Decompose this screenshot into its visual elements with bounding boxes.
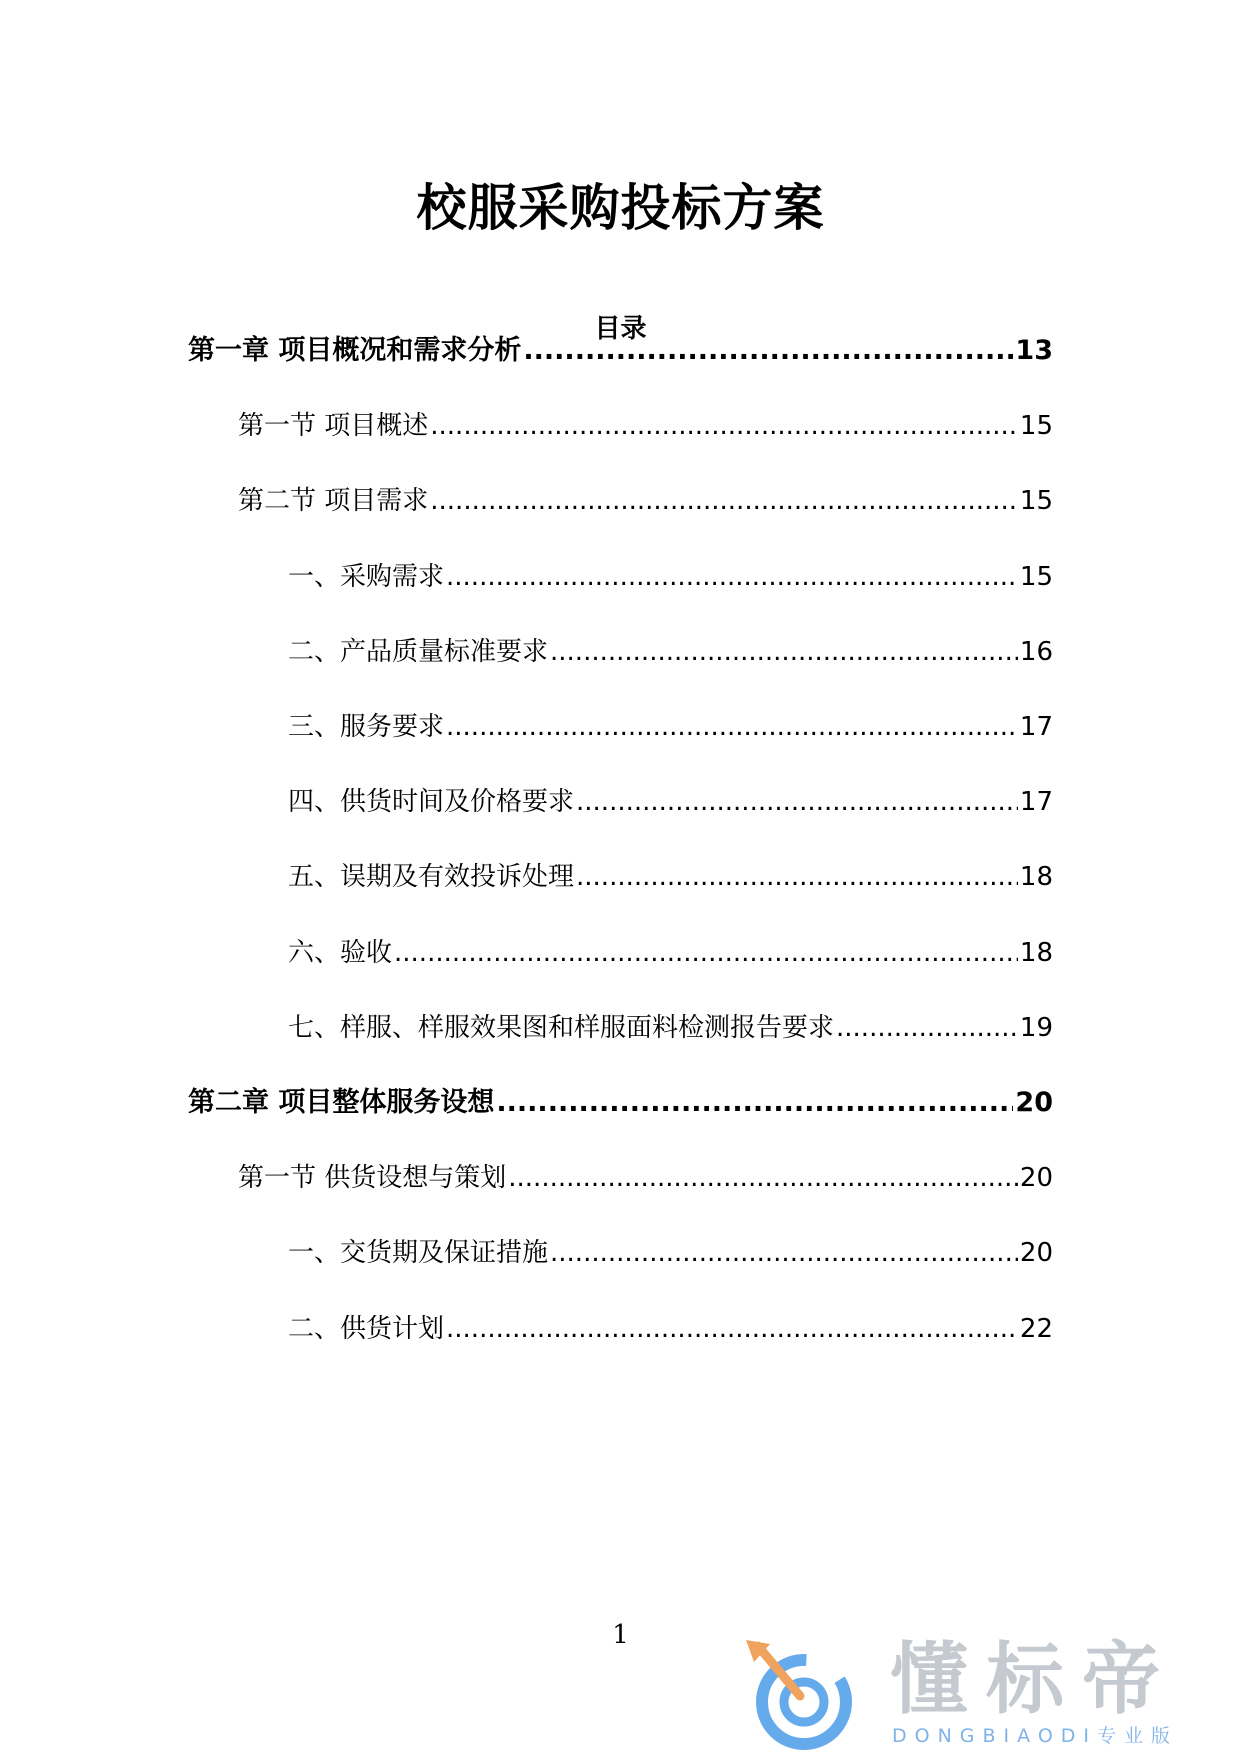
toc-entry-page: 20: [1019, 1238, 1053, 1268]
toc-entry-page: 19: [1019, 1013, 1053, 1043]
page-number: 1: [612, 1620, 629, 1650]
toc-dot-leader: [550, 634, 1018, 670]
toc-entry[interactable]: [238, 1160, 1053, 1196]
toc-entry-title: 二、供货计划: [288, 1314, 445, 1344]
toc-entry-title: 二、产品质量标准要求: [288, 637, 549, 667]
toc-entry[interactable]: [238, 408, 1053, 444]
toc-entry-title: 第一节 项目概述: [238, 411, 429, 441]
toc-dot-leader: [446, 709, 1018, 745]
toc-entry-page: 20: [1019, 1163, 1053, 1193]
toc-dot-leader: [496, 1085, 1013, 1121]
toc-entry-title: 一、采购需求: [288, 562, 445, 592]
toc-entry[interactable]: [288, 1235, 1053, 1271]
toc-dot-leader: [550, 1235, 1018, 1271]
toc-entry-page: 16: [1019, 637, 1053, 667]
toc-entry[interactable]: [288, 1010, 1053, 1046]
toc-dot-leader: [430, 483, 1018, 519]
toc-entry-title: 第二节 项目需求: [238, 486, 429, 516]
toc-entry[interactable]: [288, 709, 1053, 745]
toc-dot-leader: [508, 1160, 1018, 1196]
watermark: [742, 1636, 1222, 1750]
watermark-subtitle: DONGBIAODI专业版: [892, 1725, 1179, 1747]
toc-entry[interactable]: [288, 559, 1053, 595]
toc-dot-leader: [576, 859, 1018, 895]
toc-entry-page: 18: [1019, 938, 1053, 968]
toc-entry-title: 七、样服、样服效果图和样服面料检测报告要求: [288, 1013, 835, 1043]
toc-entry-page: 20: [1015, 1087, 1053, 1118]
toc-entry-page: 15: [1019, 486, 1053, 516]
toc-entry-page: 17: [1019, 787, 1053, 817]
toc-entry-title: 第二章 项目整体服务设想: [188, 1087, 495, 1118]
toc-entry-page: 15: [1019, 411, 1053, 441]
toc-entry-title: 第一章 项目概况和需求分析: [188, 335, 522, 366]
target-arrow-logo-icon: [742, 1636, 862, 1750]
toc-entry-title: 五、误期及有效投诉处理: [288, 862, 575, 892]
toc-heading: 目录: [594, 314, 647, 344]
toc-entry-page: 15: [1019, 562, 1053, 592]
toc-entry-title: 三、服务要求: [288, 712, 445, 742]
toc-dot-leader: [394, 935, 1018, 971]
toc-entry[interactable]: [188, 333, 1053, 369]
toc-entry[interactable]: [288, 1311, 1053, 1347]
toc-dot-leader: [446, 559, 1018, 595]
toc-entry[interactable]: [288, 935, 1053, 971]
toc-dot-leader: [576, 784, 1018, 820]
toc-entry[interactable]: [188, 1085, 1053, 1121]
toc-entry[interactable]: [288, 859, 1053, 895]
watermark-name: 懂标帝: [890, 1635, 1179, 1725]
toc-entry-page: 17: [1019, 712, 1053, 742]
toc-entry-title: 一、交货期及保证措施: [288, 1238, 549, 1268]
toc-dot-leader: [836, 1010, 1018, 1046]
document-title: 校服采购投标方案: [416, 179, 825, 237]
toc-entry-page: 22: [1019, 1314, 1053, 1344]
toc-dot-leader: [523, 333, 1013, 369]
toc-entry[interactable]: [288, 634, 1053, 670]
toc-entry[interactable]: [238, 483, 1053, 519]
toc-entry-title: 四、供货时间及价格要求: [288, 787, 575, 817]
toc-entry-title: 六、验收: [288, 938, 393, 968]
toc-entry-page: 13: [1015, 335, 1053, 366]
toc-entry[interactable]: [288, 784, 1053, 820]
toc-entry-page: 18: [1019, 862, 1053, 892]
toc-dot-leader: [446, 1311, 1018, 1347]
toc-dot-leader: [430, 408, 1018, 444]
toc-entry-title: 第一节 供货设想与策划: [238, 1163, 507, 1193]
